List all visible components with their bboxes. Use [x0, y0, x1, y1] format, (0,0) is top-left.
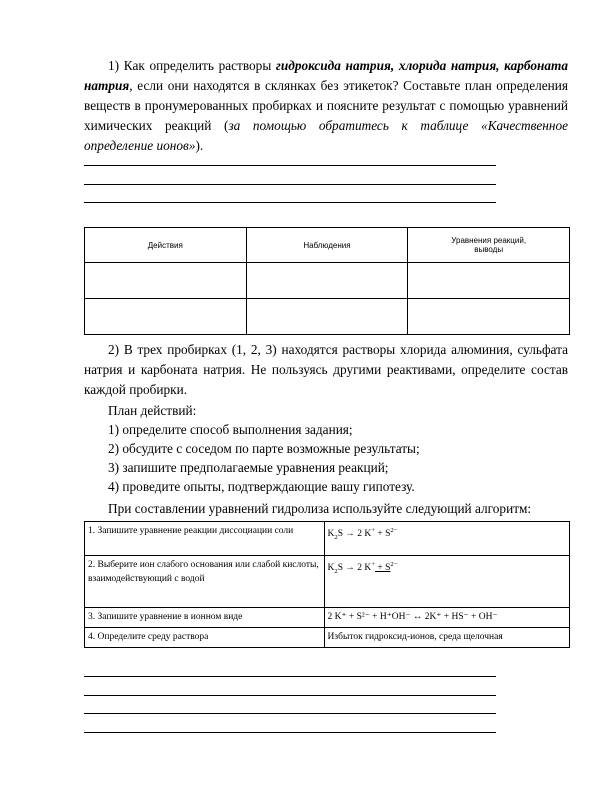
answer-line-7[interactable]: [84, 732, 496, 733]
answer-line-1[interactable]: [84, 165, 496, 166]
table-cell[interactable]: [246, 299, 408, 335]
header-equations: [408, 228, 570, 263]
answer-line-6[interactable]: [84, 713, 496, 714]
table-row: [85, 299, 570, 335]
observation-table: [84, 227, 570, 335]
table-header-row: [85, 228, 570, 263]
algo-result-4: Избыток гидроксид-ионов, среда щелочная: [324, 628, 569, 648]
hydrolysis-algorithm-table: [84, 521, 570, 648]
task1-bold-2: хлорида натрия,: [398, 58, 500, 73]
task1-text-start: Как определить растворы: [123, 58, 272, 73]
header-observations: Наблюдения: [246, 228, 408, 263]
task1-bold-1: гидроксида натрия,: [275, 58, 395, 73]
header-equations-line2: выводы: [474, 245, 504, 254]
table-row: [85, 608, 570, 628]
table-row: [85, 263, 570, 299]
task1-text-end: ).: [195, 138, 204, 153]
header-equations-line1: Уравнения реакций,: [451, 236, 527, 245]
plan-step-2: 2) обсудите с соседом по парте возможные результаты;: [108, 441, 420, 456]
task1-bold-3: карбоната натрия: [84, 58, 569, 93]
table-cell[interactable]: [246, 263, 408, 299]
plan-step-3: 3) запишите предполагаемые уравнения реакций;: [108, 460, 389, 475]
task1-italic: за помощью обратитесь к таблице «Качественное определение ионов»: [84, 118, 568, 153]
algorithm-intro: При составлении уравнений гидролиза используйте следующий алгоритм:: [108, 501, 532, 516]
answer-line-4[interactable]: [84, 676, 496, 677]
answer-line-5[interactable]: [84, 695, 496, 696]
algo-result-3: 2 K⁺ + S²⁻ + H⁺OH⁻ ↔ 2K⁺ + HS⁻ + OH⁻: [324, 608, 569, 628]
table-cell[interactable]: [408, 299, 570, 335]
algo-step-4: 4. Определите среду раствора: [85, 628, 325, 648]
answer-line-3[interactable]: [84, 202, 496, 203]
table-row: [85, 556, 570, 608]
task1-number: 1): [108, 58, 120, 73]
plan-step-4: 4) проведите опыты, подтверждающие вашу гипотезу.: [108, 479, 415, 494]
task2-paragraph: 2) В трех пробирках (1, 2, 3) находятся растворы хлорида алюминия, сульфата натрия и карбоната натрия. Не пользуясь другими реактивами, определите состав каждой пробирки.: [84, 342, 568, 397]
algo-result-1: $K_2S \to 2$ $K^+ + S^{2-}$: [324, 522, 569, 556]
table-cell[interactable]: [85, 263, 247, 299]
task1-text-middle: , если они находятся в склянках без этикеток? Составьте план определения веществ в пронумерованных пробирках и поясните результат с помощью уравнений химических реакций (: [84, 78, 568, 133]
answer-line-2[interactable]: [84, 184, 496, 185]
algo-step-3: 3. Запишите уравнение в ионном виде: [85, 608, 325, 628]
plan-step-1: 1) определите способ выполнения задания;: [108, 422, 353, 437]
table-cell[interactable]: [408, 263, 570, 299]
table-row: [85, 522, 570, 556]
task1-paragraph: [84, 56, 568, 156]
header-actions: Действия: [85, 228, 247, 263]
algo-step-2: 2. Выберите ион слабого основания или слабой кислоты, взаимодействующий с водой: [85, 556, 325, 608]
plan-title: План действий:: [108, 403, 197, 418]
table-cell[interactable]: [85, 299, 247, 335]
algo-step-1: 1. Запишите уравнение реакции диссоциации соли: [85, 522, 325, 556]
algo-result-2: $K_2S \to 2$ $K^+ + S^{2-}$: [324, 556, 569, 608]
table-row: [85, 628, 570, 648]
